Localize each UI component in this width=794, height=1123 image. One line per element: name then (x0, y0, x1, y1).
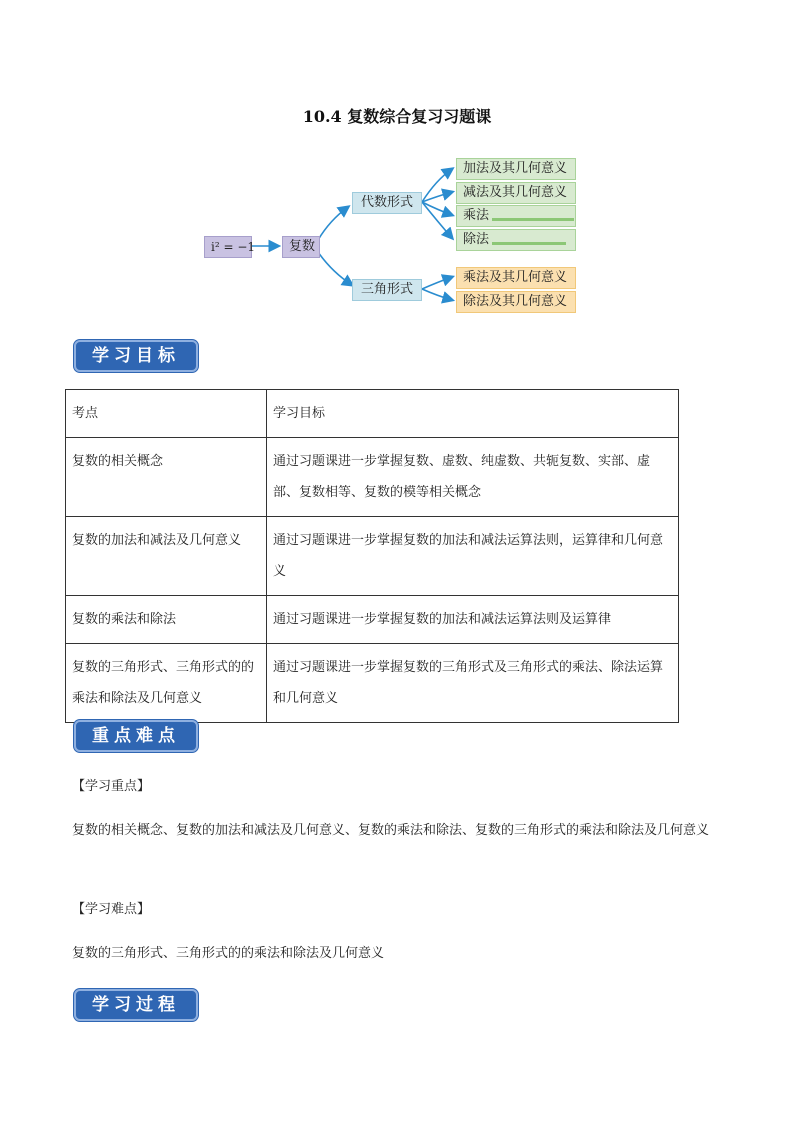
table-header-row (66, 390, 679, 438)
arrow-to-div (422, 202, 452, 238)
alg-item-div: 除法 (456, 229, 576, 251)
complex-number-node: 复数 (282, 236, 320, 258)
table-cell: 复数的相关概念 (66, 438, 267, 517)
table-cell: 复数的三角形式、三角形式的的乘法和除法及几何意义 (66, 644, 267, 723)
focus-text: 复数的相关概念、复数的加法和减法及几何意义、复数的乘法和除法、复数的三角形式的乘法和除法及几何意义 (72, 823, 710, 838)
table-row (66, 517, 679, 596)
placeholder-bar (492, 218, 574, 221)
table-cell: 复数的加法和减法及几何意义 (66, 517, 267, 596)
arrow-center-to-trig (318, 252, 352, 285)
table-cell: 通过习题课进一步掌握复数、虚数、纯虚数、共轭复数、实部、虚部、复数相等、复数的模等相关概念 (267, 438, 679, 517)
trig-item-mul: 乘法及其几何意义 (456, 267, 576, 289)
alg-item-mul: 乘法 (456, 205, 576, 227)
table-cell: 通过习题课进一步掌握复数的加法和减法运算法则及运算律 (267, 596, 679, 644)
alg-item-sub: 减法及其几何意义 (456, 182, 576, 204)
algebraic-form-node: 代数形式 (352, 192, 422, 214)
trig-item-div: 除法及其几何意义 (456, 291, 576, 313)
section-badge-process: 学习过程 (74, 989, 198, 1021)
table-row (66, 644, 679, 723)
page-title: 10.4 复数综合复习习题课 (302, 107, 492, 126)
concept-map-connectors (0, 0, 794, 320)
section-badge-goals: 学习目标 (74, 340, 198, 372)
table-header-cell: 学习目标 (267, 390, 679, 438)
table-cell: 复数的乘法和除法 (66, 596, 267, 644)
table-cell: 通过习题课进一步掌握复数的加法和减法运算法则，运算律和几何意义 (267, 517, 679, 596)
table-row (66, 596, 679, 644)
focus-label: 【学习重点】 (72, 779, 151, 794)
section-badge-key-points: 重点难点 (74, 720, 198, 752)
difficulty-text: 复数的三角形式、三角形式的的乘法和除法及几何意义 (72, 946, 385, 961)
concept-map (0, 0, 794, 320)
table-header-cell: 考点 (66, 390, 267, 438)
trig-form-node: 三角形式 (352, 279, 422, 301)
table-row (66, 438, 679, 517)
arrow-to-trig-mul (422, 277, 452, 289)
goals-table (65, 389, 679, 723)
alg-item-add: 加法及其几何意义 (456, 158, 576, 180)
arrow-to-trig-div (422, 289, 452, 300)
arrow-center-to-algebraic (318, 207, 348, 240)
difficulty-label: 【学习难点】 (72, 902, 151, 917)
placeholder-bar (492, 242, 566, 245)
arrow-to-sub (422, 192, 452, 202)
formula-node: i² = −1 (204, 236, 252, 258)
table-cell: 通过习题课进一步掌握复数的三角形式及三角形式的乘法、除法运算和几何意义 (267, 644, 679, 723)
